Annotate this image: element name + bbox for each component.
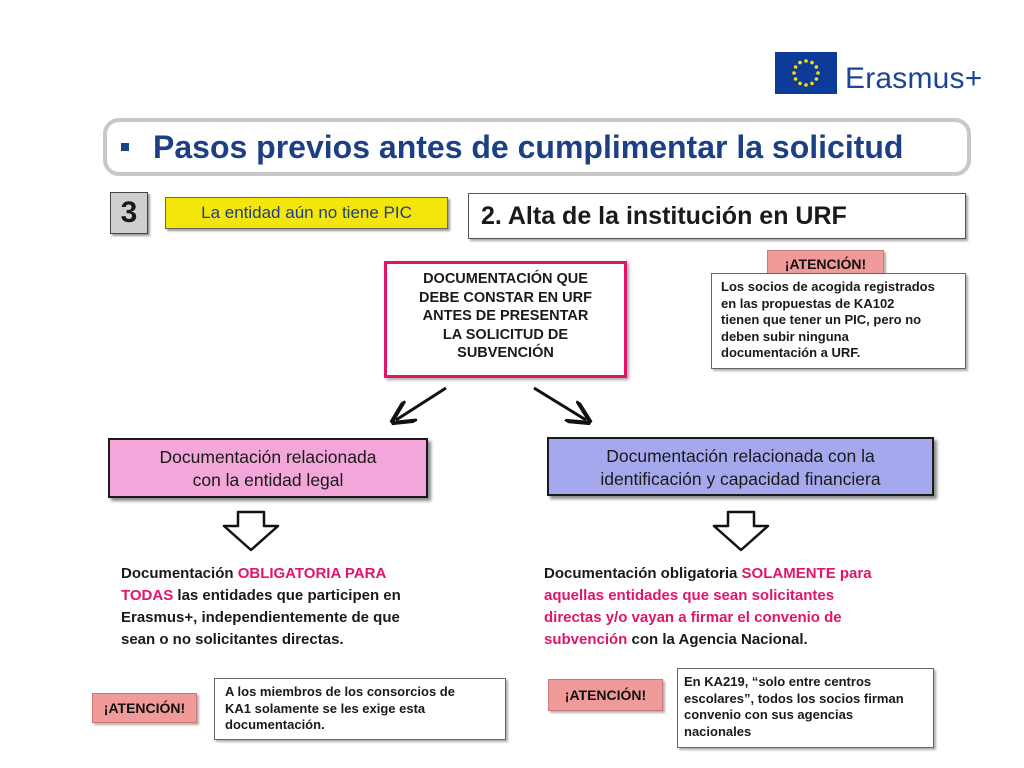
para-line	[544, 563, 944, 585]
note-line: documentación.	[225, 717, 325, 732]
doc-box-line: SUBVENCIÓN	[457, 345, 554, 361]
attention-tag-left: ¡ATENCIÓN!	[92, 693, 197, 723]
erasmus-logo-text: Erasmus+	[845, 62, 983, 95]
page-title: Pasos previos antes de cumplimentar la solicitud	[153, 128, 904, 165]
note-line: Los socios de acogida registrados	[721, 279, 935, 294]
attention-tag-top: ¡ATENCIÓN!	[767, 250, 884, 277]
note-line: A los miembros de los consorcios de	[225, 684, 455, 699]
para-highlight: OBLIGATORIA PARA	[237, 565, 387, 582]
arrow-right-icon	[534, 388, 586, 420]
note-line: En KA219, “solo entre centros	[684, 674, 872, 689]
doc-box-line: DEBE CONSTAR EN URF	[419, 289, 592, 306]
down-arrow-right-icon	[714, 512, 768, 550]
arrow-left-icon	[396, 388, 446, 420]
doc-box-line: ANTES DE PRESENTAR	[422, 308, 589, 324]
note-line: escolares”, todos los socios firman	[684, 690, 904, 706]
attention-note-left	[214, 678, 506, 740]
doc-box-line: DOCUMENTACIÓN QUE	[423, 271, 588, 287]
para-text: con la Agencia Nacional.	[627, 631, 808, 648]
note-line: deben subir ninguna	[721, 328, 849, 344]
note-line: KA1 solamente se les exige esta	[225, 700, 426, 716]
category-line: identificación y capacidad financiera	[600, 469, 881, 489]
note-line: nacionales	[684, 723, 752, 739]
step-header: 2. Alta de la institución en URF	[468, 193, 966, 239]
para-line	[121, 563, 461, 585]
note-line: en las propuestas de KA102	[721, 295, 895, 311]
down-arrow-left-icon	[224, 512, 278, 550]
attention-note-right	[677, 668, 934, 748]
category-legal-entity	[108, 438, 428, 498]
para-highlight: SOLAMENTE para	[741, 565, 872, 582]
para-text: Documentación obligatoria	[544, 565, 742, 582]
para-line	[121, 585, 461, 607]
attention-tag-right: ¡ATENCIÓN!	[548, 679, 663, 711]
category-line: Documentación relacionada	[159, 447, 377, 467]
note-line: tienen que tener un PIC, pero no	[721, 312, 922, 327]
para-line	[544, 629, 944, 651]
category-financial-capacity	[547, 437, 934, 496]
category-line: Documentación relacionada con la	[606, 446, 875, 466]
step-number: 3	[110, 192, 148, 234]
para-line: sean o no solicitantes directas.	[121, 631, 344, 648]
paragraph-left	[121, 563, 461, 651]
para-highlight: TODAS	[121, 587, 174, 604]
note-line: convenio con sus agencias	[684, 707, 854, 722]
category-line: con la entidad legal	[192, 470, 344, 490]
para-line: Erasmus+, independientemente de que	[121, 609, 400, 626]
para-line: aquellas entidades que sean solicitantes	[544, 587, 835, 604]
para-line: directas y/o vayan a firmar el convenio de	[544, 609, 842, 626]
para-highlight: subvención	[544, 631, 628, 648]
para-text: las entidades que participen en	[173, 587, 401, 604]
doc-box-line: LA SOLICITUD DE	[442, 326, 569, 343]
note-line: documentación a URF.	[721, 345, 861, 360]
step-label: La entidad aún no tiene PIC	[165, 197, 448, 229]
para-text: Documentación	[121, 565, 238, 582]
paragraph-right	[544, 563, 944, 651]
